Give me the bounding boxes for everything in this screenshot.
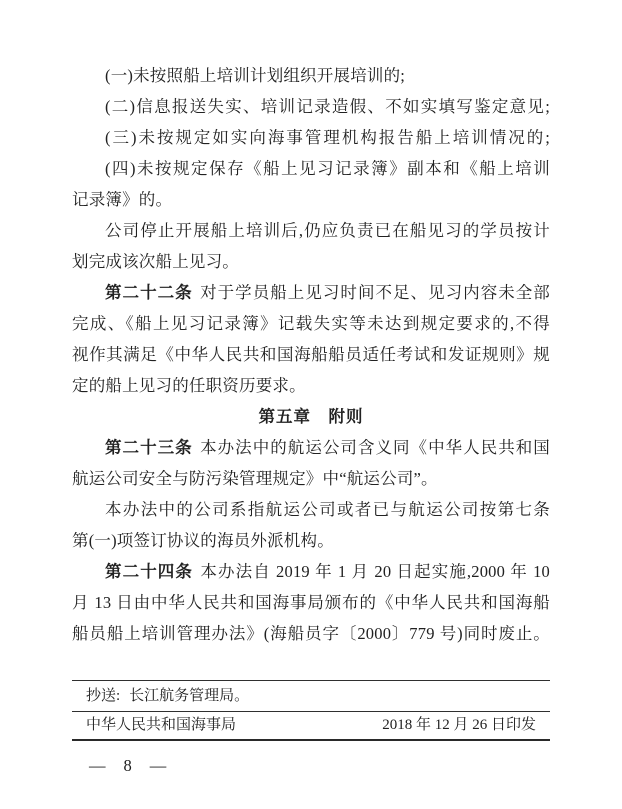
page-number-dash-left: — (89, 756, 106, 775)
document-line (72, 339, 550, 370)
document-line (72, 153, 550, 184)
article-number: 第二十二条 (105, 283, 193, 302)
document-line (72, 370, 550, 401)
page-number-value: 8 (123, 756, 132, 775)
line-text: 月 13 日由中华人民共和国海事局颁布的《中华人民共和国海船 (72, 593, 550, 612)
cc-value: 长江航务管理局。 (129, 688, 250, 704)
document-line (72, 246, 550, 277)
line-text: 视作其满足《中华人民共和国海船船员适任考试和发证规则》规 (72, 345, 550, 364)
document-line (72, 401, 550, 432)
line-text: 本办法自 2019 年 1 月 20 日起实施,2000 年 10 (200, 562, 550, 581)
document-line (72, 556, 550, 587)
line-text: (二)信息报送失实、培训记录造假、不如实填写鉴定意见; (105, 97, 550, 116)
line-text: 对于学员船上见习时间不足、见习内容未全部 (200, 283, 551, 302)
document-line (72, 60, 550, 91)
line-text: 本办法中的航运公司含义同《中华人民共和国 (200, 438, 551, 457)
footer-divider-bottom (72, 739, 550, 741)
line-text: 划完成该次船上见习。 (72, 252, 239, 271)
line-text: 第(一)项签订协议的海员外派机构。 (72, 531, 334, 550)
article-number: 第二十三条 (105, 438, 193, 457)
line-text: (一)未按照船上培训计划组织开展培训的; (105, 66, 406, 85)
document-line (72, 432, 550, 463)
document-line (72, 215, 550, 246)
line-text: 公司停止开展船上培训后,仍应负责已在船见习的学员按计 (105, 221, 550, 240)
document-line (72, 184, 550, 215)
issuer-row (72, 712, 550, 739)
document-line (72, 308, 550, 339)
print-date: 2018 年 12 月 26 日印发 (382, 717, 536, 733)
document-body (72, 60, 550, 649)
document-footer (72, 680, 550, 776)
document-line (72, 494, 550, 525)
document-line (72, 91, 550, 122)
document-line (72, 463, 550, 494)
issuer-name: 中华人民共和国海事局 (86, 717, 237, 733)
line-text: 本办法中的公司系指航运公司或者已与航运公司按第七条 (105, 500, 550, 519)
document-line (72, 122, 550, 153)
cc-label: 抄送: (86, 688, 121, 704)
line-text: 定的船上见习的任职资历要求。 (72, 376, 306, 395)
page-number-dash-right: — (149, 756, 167, 775)
article-number: 第二十四条 (105, 562, 193, 581)
document-line (72, 587, 550, 618)
line-text: 记录簿》的。 (72, 190, 173, 209)
cc-row (72, 681, 550, 711)
document-line (72, 618, 550, 649)
line-text: (三)未按规定如实向海事管理机构报告船上培训情况的; (105, 128, 550, 147)
line-text: 第五章 附则 (258, 407, 364, 426)
line-text: 船员船上培训管理办法》(海船员字〔2000〕779 号)同时废止。 (72, 624, 550, 643)
line-text: (四)未按规定保存《船上见习记录簿》副本和《船上培训 (105, 159, 550, 178)
line-text: 完成、《船上见习记录簿》记载失实等未达到规定要求的,不得 (72, 314, 550, 333)
document-line (72, 525, 550, 556)
document-line (72, 277, 550, 308)
line-text: 航运公司安全与防污染管理规定》中“航运公司”。 (72, 469, 438, 488)
page-number (72, 756, 550, 776)
